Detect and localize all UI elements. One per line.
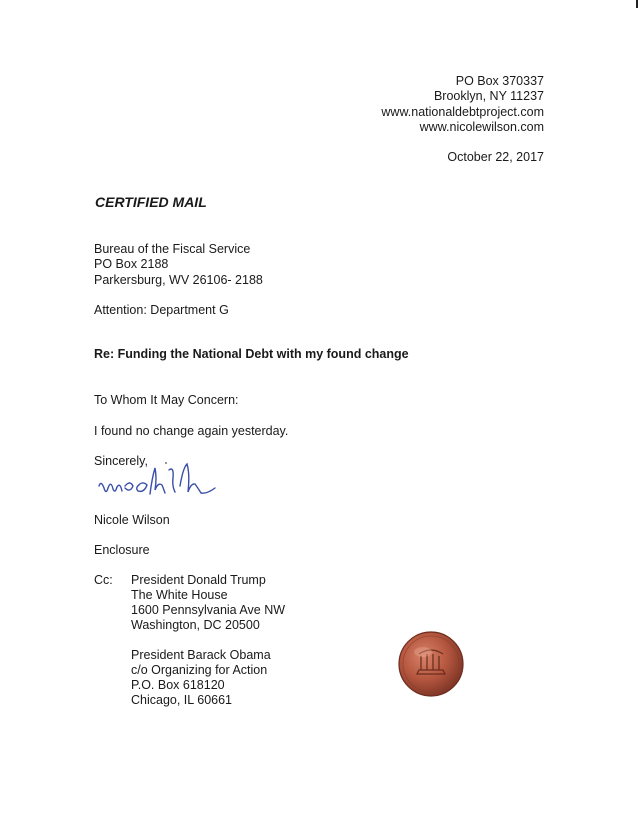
enclosure-label: Enclosure xyxy=(94,543,150,557)
recipient-po-box: PO Box 2188 xyxy=(94,257,169,271)
sender-po-box: PO Box 370337 xyxy=(455,74,544,88)
penny-coin-image xyxy=(397,630,465,698)
cc-recipient-2-line-4: Chicago, IL 60661 xyxy=(131,693,233,707)
handwritten-signature xyxy=(95,458,255,508)
cc-recipient-2-line-1: President Barack Obama xyxy=(131,648,271,662)
cc-label: Cc: xyxy=(94,573,113,587)
certified-mail-heading: CERTIFIED MAIL xyxy=(95,194,207,210)
cc-recipient-1-line-2: The White House xyxy=(131,588,228,602)
subject-line: Re: Funding the National Debt with my found change xyxy=(94,347,409,361)
closing: Sincerely, xyxy=(94,454,148,468)
sender-city: Brooklyn, NY 11237 xyxy=(433,89,544,103)
signer-name: Nicole Wilson xyxy=(94,513,170,527)
cc-recipient-2-line-2: c/o Organizing for Action xyxy=(131,663,268,677)
cc-recipient-2-line-3: P.O. Box 618120 xyxy=(131,678,225,692)
recipient-city: Parkersburg, WV 26106- 2188 xyxy=(94,273,263,287)
salutation: To Whom It May Concern: xyxy=(94,393,239,407)
recipient-attention: Attention: Department G xyxy=(94,303,229,317)
sender-website-2: www.nicolewilson.com xyxy=(419,120,544,134)
recipient-name: Bureau of the Fiscal Service xyxy=(94,242,251,256)
cc-recipient-1-line-3: 1600 Pennsylvania Ave NW xyxy=(131,603,286,617)
cc-recipient-1-line-1: President Donald Trump xyxy=(131,573,266,587)
cc-recipient-1-line-4: Washington, DC 20500 xyxy=(131,618,260,632)
letter-date: October 22, 2017 xyxy=(447,150,544,164)
sender-website-1: www.nationaldebtproject.com xyxy=(381,105,544,119)
body-text: I found no change again yesterday. xyxy=(94,424,289,438)
